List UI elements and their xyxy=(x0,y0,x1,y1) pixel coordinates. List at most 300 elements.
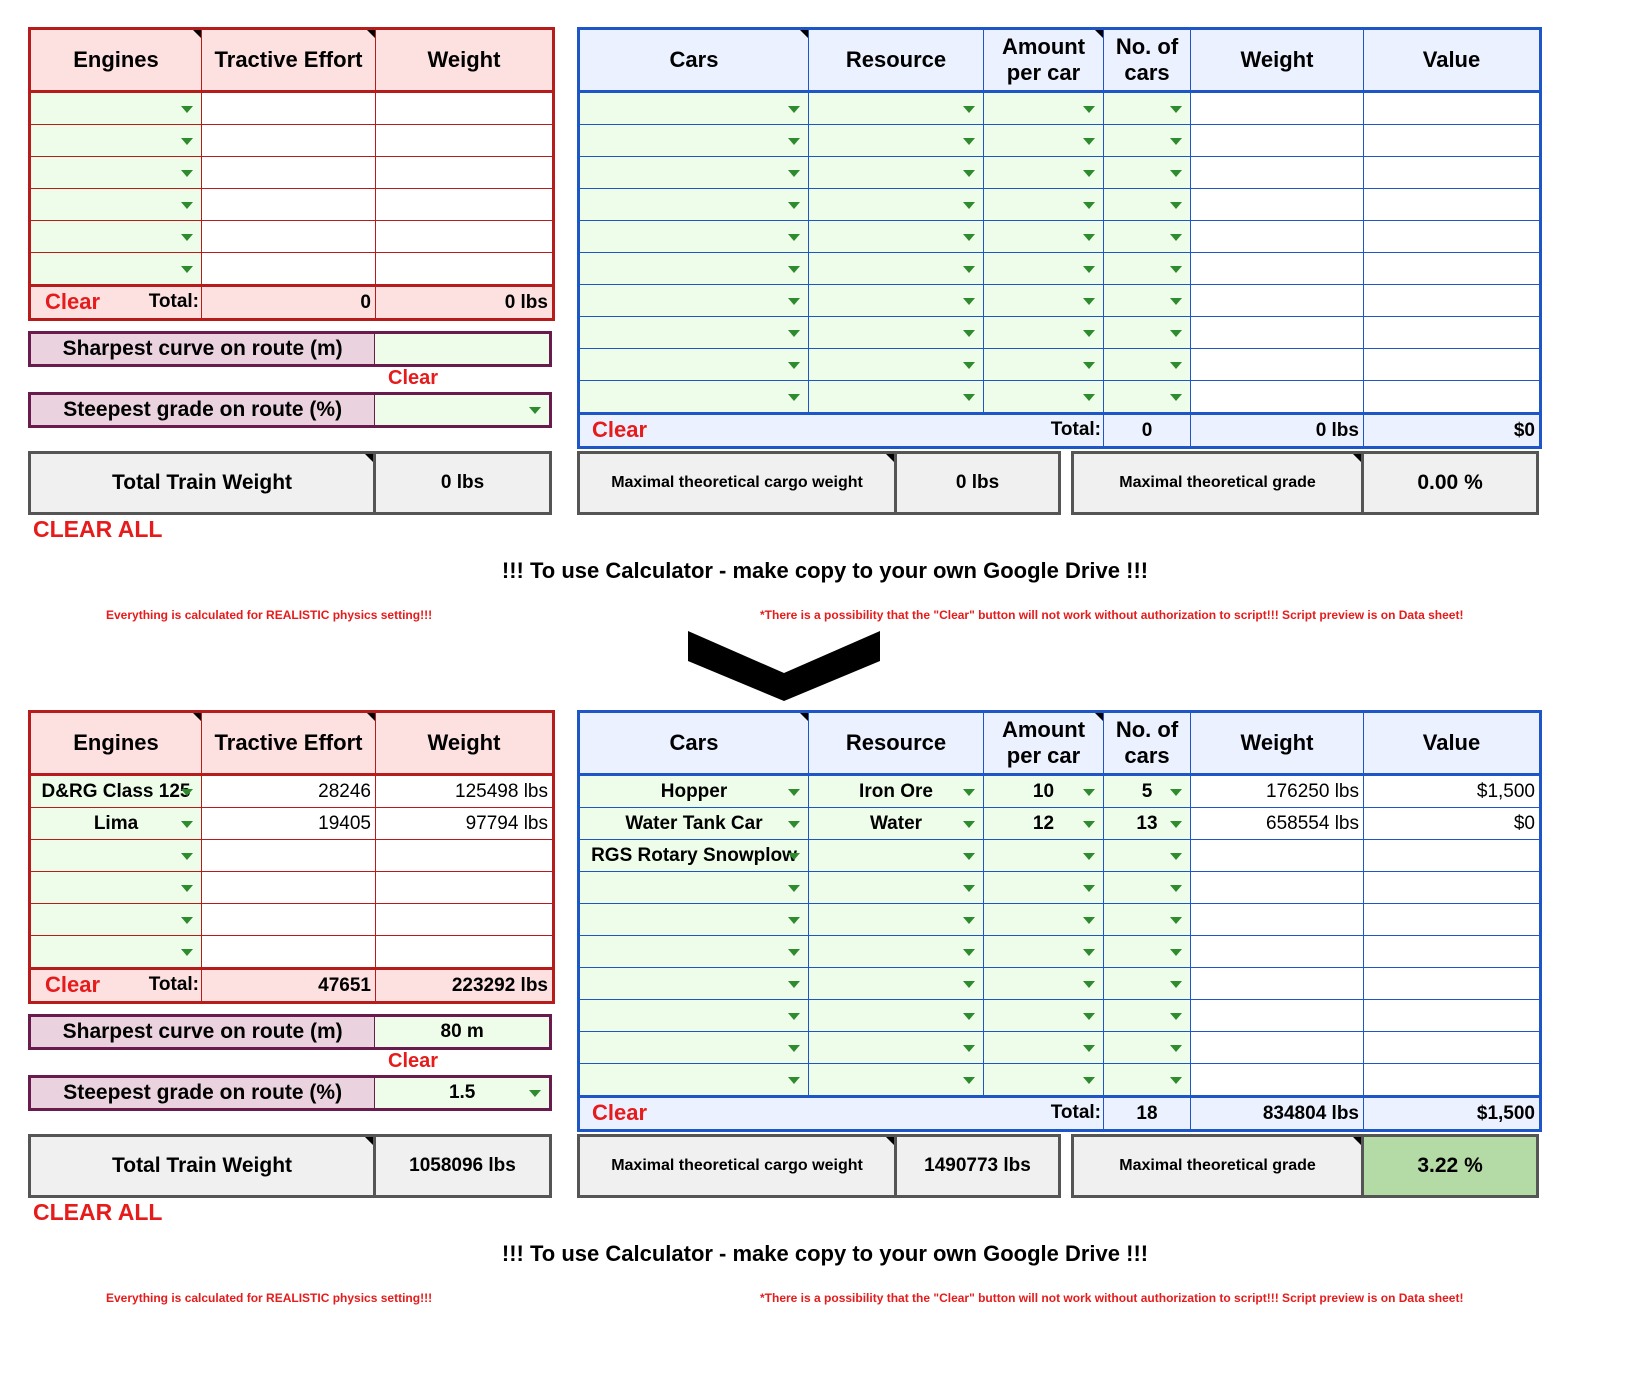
car-weight xyxy=(1191,1032,1364,1064)
engine-select[interactable] xyxy=(30,253,202,286)
chevron-down-icon[interactable] xyxy=(181,789,193,796)
chevron-down-icon[interactable] xyxy=(181,202,193,209)
engine-tractive-effort xyxy=(202,872,376,904)
car-value xyxy=(1364,349,1541,381)
chevron-down-icon[interactable] xyxy=(963,821,975,828)
car-value xyxy=(1364,1032,1541,1064)
chevron-down-icon[interactable] xyxy=(963,202,975,209)
chevron-down-icon[interactable] xyxy=(788,949,800,956)
car-row xyxy=(579,840,1541,872)
chevron-down-icon[interactable] xyxy=(1170,298,1182,305)
resource-select[interactable] xyxy=(809,317,984,349)
resource-select[interactable] xyxy=(809,92,984,125)
resource-select[interactable] xyxy=(809,285,984,317)
chevron-down-icon[interactable] xyxy=(1170,394,1182,401)
car-row xyxy=(579,968,1541,1000)
resource-select[interactable] xyxy=(809,157,984,189)
chevron-down-icon[interactable] xyxy=(963,394,975,401)
engine-select[interactable] xyxy=(30,157,202,189)
car-count-select[interactable] xyxy=(1104,775,1191,808)
max-grade-box xyxy=(1071,451,1539,515)
engine-weight xyxy=(376,157,554,189)
engine-weight xyxy=(376,92,554,125)
steepest-grade-select[interactable] xyxy=(375,1078,549,1108)
amount-select[interactable] xyxy=(984,285,1104,317)
chevron-down-icon[interactable] xyxy=(1083,917,1095,924)
car-weight: 658554 lbs xyxy=(1191,808,1364,840)
amount-select[interactable] xyxy=(984,872,1104,904)
cars-table xyxy=(577,27,1542,449)
amount-select[interactable] xyxy=(984,1000,1104,1032)
chevron-down-icon[interactable] xyxy=(1083,266,1095,273)
car-row xyxy=(579,221,1541,253)
script-authorization-note: *There is a possibility that the "Clear" button will not work without authorization to script!!! Script preview is on Data sheet! xyxy=(760,1291,1464,1305)
engine-row xyxy=(30,125,554,157)
resource-select[interactable] xyxy=(809,840,984,872)
amount-select[interactable] xyxy=(984,775,1104,808)
total-train-weight-value: 0 lbs xyxy=(440,472,485,493)
resource-select[interactable] xyxy=(809,1032,984,1064)
amount-per-car-header: Amount per car xyxy=(984,29,1104,92)
engines-clear-button[interactable]: Clear xyxy=(45,972,101,997)
engine-weight xyxy=(376,904,554,936)
car-select[interactable] xyxy=(579,189,809,221)
chevron-down-icon[interactable] xyxy=(788,170,800,177)
chevron-down-icon[interactable] xyxy=(788,821,800,828)
total-train-weight-box xyxy=(28,1134,552,1198)
car-weight xyxy=(1191,253,1364,285)
amount-select[interactable] xyxy=(984,92,1104,125)
car-count-select[interactable] xyxy=(1104,872,1191,904)
chevron-down-icon[interactable] xyxy=(1170,170,1182,177)
chevron-down-icon[interactable] xyxy=(963,1077,975,1084)
chevron-down-icon[interactable] xyxy=(788,981,800,988)
car-select[interactable] xyxy=(579,968,809,1000)
max-grade-value: 0.00 % xyxy=(1417,471,1483,494)
car-count-select[interactable] xyxy=(1104,317,1191,349)
chevron-down-icon[interactable] xyxy=(788,885,800,892)
chevron-down-icon[interactable] xyxy=(963,949,975,956)
chevron-down-icon[interactable] xyxy=(529,407,541,414)
car-count-select[interactable] xyxy=(1104,840,1191,872)
chevron-down-icon[interactable] xyxy=(1083,362,1095,369)
chevron-down-icon[interactable] xyxy=(1170,106,1182,113)
car-select[interactable] xyxy=(579,775,809,808)
resource-select[interactable] xyxy=(809,1064,984,1097)
amount-select[interactable] xyxy=(984,904,1104,936)
car-select[interactable] xyxy=(579,349,809,381)
car-select[interactable] xyxy=(579,1064,809,1097)
chevron-down-icon[interactable] xyxy=(1083,234,1095,241)
steepest-grade-select[interactable] xyxy=(375,395,549,425)
engine-weight xyxy=(376,936,554,969)
sharpest-curve-label: Sharpest curve on route (m) xyxy=(31,1017,375,1047)
chevron-down-icon[interactable] xyxy=(1170,1013,1182,1020)
chevron-down-icon[interactable] xyxy=(1170,234,1182,241)
total-label: Total: xyxy=(148,974,199,995)
car-weight-header: Weight xyxy=(1191,712,1364,775)
engine-tractive-effort xyxy=(202,221,376,253)
car-weight xyxy=(1191,904,1364,936)
car-select[interactable] xyxy=(579,1032,809,1064)
car-count-select[interactable] xyxy=(1104,968,1191,1000)
car-value xyxy=(1364,840,1541,872)
total-train-weight-value: 1058096 lbs xyxy=(409,1155,516,1176)
chevron-down-icon[interactable] xyxy=(788,394,800,401)
value-header: Value xyxy=(1364,712,1541,775)
resource-select[interactable] xyxy=(809,872,984,904)
chevron-down-icon[interactable] xyxy=(1083,106,1095,113)
realistic-physics-note: Everything is calculated for REALISTIC physics setting!!! xyxy=(106,1291,433,1305)
chevron-down-icon[interactable] xyxy=(963,789,975,796)
car-count-select[interactable] xyxy=(1104,125,1191,157)
route-clear-button[interactable]: Clear xyxy=(388,1050,439,1072)
cars-header: Cars xyxy=(579,712,809,775)
chevron-down-icon[interactable] xyxy=(181,949,193,956)
cars-header: Cars xyxy=(579,29,809,92)
amount-select[interactable] xyxy=(984,157,1104,189)
chevron-down-icon[interactable] xyxy=(181,138,193,145)
car-weight xyxy=(1191,936,1364,968)
max-cargo-weight-label: Maximal theoretical cargo weight xyxy=(580,1137,897,1195)
car-weight xyxy=(1191,349,1364,381)
chevron-down-icon[interactable] xyxy=(788,1077,800,1084)
route-clear-button[interactable]: Clear xyxy=(388,367,439,389)
engine-select[interactable] xyxy=(30,189,202,221)
amount-select[interactable] xyxy=(984,840,1104,872)
engine-row xyxy=(30,189,554,221)
chevron-down-icon[interactable] xyxy=(1170,981,1182,988)
engine-row xyxy=(30,253,554,286)
amount-select[interactable] xyxy=(984,936,1104,968)
engine-weight xyxy=(376,221,554,253)
car-weight xyxy=(1191,381,1364,414)
car-select[interactable] xyxy=(579,285,809,317)
car-select[interactable] xyxy=(579,317,809,349)
total-train-weight-label: Total Train Weight xyxy=(31,1137,376,1195)
clear-all-button[interactable]: CLEAR ALL xyxy=(33,1199,163,1225)
engines-total-row xyxy=(30,286,554,320)
resource-select[interactable] xyxy=(809,775,984,808)
chevron-down-icon[interactable] xyxy=(1170,789,1182,796)
chevron-down-icon[interactable] xyxy=(963,298,975,305)
chevron-down-icon[interactable] xyxy=(181,106,193,113)
chevron-down-icon[interactable] xyxy=(963,330,975,337)
chevron-down-icon[interactable] xyxy=(1170,1077,1182,1084)
chevron-down-icon[interactable] xyxy=(1170,885,1182,892)
resource-select[interactable] xyxy=(809,381,984,414)
chevron-down-icon[interactable] xyxy=(963,138,975,145)
car-select[interactable] xyxy=(579,381,809,414)
car-count-select[interactable] xyxy=(1104,1064,1191,1097)
max-grade-box xyxy=(1071,1134,1539,1198)
chevron-down-icon[interactable] xyxy=(181,170,193,177)
amount-select[interactable] xyxy=(984,125,1104,157)
chevron-down-icon[interactable] xyxy=(1170,949,1182,956)
car-count-select[interactable] xyxy=(1104,285,1191,317)
amount-select[interactable] xyxy=(984,381,1104,414)
car-count-select[interactable] xyxy=(1104,221,1191,253)
cars-total-value: $0 xyxy=(1364,414,1541,448)
chevron-down-icon[interactable] xyxy=(788,234,800,241)
engine-row xyxy=(30,221,554,253)
engines-clear-button[interactable]: Clear xyxy=(45,289,101,314)
max-grade-value: 3.22 % xyxy=(1364,1137,1536,1195)
car-value xyxy=(1364,381,1541,414)
car-select-value: RGS Rotary Snowplow xyxy=(591,844,797,866)
amount-select[interactable] xyxy=(984,349,1104,381)
chevron-down-icon[interactable] xyxy=(1083,885,1095,892)
chevron-down-icon[interactable] xyxy=(788,138,800,145)
cars-total-weight: 834804 lbs xyxy=(1191,1097,1364,1131)
chevron-down-icon[interactable] xyxy=(1170,362,1182,369)
chevron-down-icon[interactable] xyxy=(788,266,800,273)
cars-total-weight: 0 lbs xyxy=(1191,414,1364,448)
chevron-down-icon[interactable] xyxy=(181,266,193,273)
car-weight xyxy=(1191,92,1364,125)
chevron-down-icon[interactable] xyxy=(963,266,975,273)
car-select[interactable] xyxy=(579,936,809,968)
chevron-down-icon[interactable] xyxy=(181,917,193,924)
engine-select[interactable] xyxy=(30,92,202,125)
chevron-down-icon[interactable] xyxy=(1170,266,1182,273)
chevron-down-icon[interactable] xyxy=(1170,138,1182,145)
chevron-down-icon[interactable] xyxy=(963,853,975,860)
engines-total-weight: 0 lbs xyxy=(376,286,554,320)
car-count-select[interactable] xyxy=(1104,1000,1191,1032)
resource-header: Resource xyxy=(809,712,984,775)
amount-select[interactable] xyxy=(984,221,1104,253)
chevron-down-icon[interactable] xyxy=(1170,821,1182,828)
car-value xyxy=(1364,936,1541,968)
engine-row xyxy=(30,775,554,808)
car-count-select[interactable] xyxy=(1104,253,1191,285)
car-row xyxy=(579,189,1541,221)
car-weight xyxy=(1191,125,1364,157)
car-count-select[interactable] xyxy=(1104,157,1191,189)
car-weight xyxy=(1191,221,1364,253)
chevron-down-icon[interactable] xyxy=(1083,1013,1095,1020)
engine-weight: 125498 lbs xyxy=(376,775,554,808)
chevron-down-icon[interactable] xyxy=(529,1090,541,1097)
car-select[interactable] xyxy=(579,808,809,840)
car-count-select[interactable] xyxy=(1104,808,1191,840)
resource-select[interactable] xyxy=(809,253,984,285)
chevron-down-icon[interactable] xyxy=(788,362,800,369)
amount-select[interactable] xyxy=(984,189,1104,221)
car-select[interactable] xyxy=(579,221,809,253)
resource-select-value: Water xyxy=(869,812,923,834)
chevron-down-icon[interactable] xyxy=(788,202,800,209)
car-select[interactable] xyxy=(579,157,809,189)
car-weight xyxy=(1191,872,1364,904)
chevron-down-icon[interactable] xyxy=(788,789,800,796)
car-select[interactable] xyxy=(579,253,809,285)
resource-select[interactable] xyxy=(809,125,984,157)
chevron-down-icon[interactable] xyxy=(1083,202,1095,209)
amount-select[interactable] xyxy=(984,968,1104,1000)
chevron-down-icon[interactable] xyxy=(963,106,975,113)
engine-weight xyxy=(376,189,554,221)
car-select[interactable] xyxy=(579,125,809,157)
amount-select[interactable] xyxy=(984,317,1104,349)
cars-clear-button[interactable]: Clear xyxy=(592,1100,648,1125)
resource-select[interactable] xyxy=(809,904,984,936)
chevron-down-icon[interactable] xyxy=(788,917,800,924)
car-value xyxy=(1364,253,1541,285)
car-weight xyxy=(1191,840,1364,872)
car-row xyxy=(579,936,1541,968)
chevron-down-icon[interactable] xyxy=(788,330,800,337)
copy-banner: !!! To use Calculator - make copy to your own Google Drive !!! xyxy=(501,558,1149,583)
car-row xyxy=(579,872,1541,904)
resource-select[interactable] xyxy=(809,349,984,381)
car-row xyxy=(579,381,1541,414)
resource-select[interactable] xyxy=(809,968,984,1000)
engine-row xyxy=(30,840,554,872)
chevron-down-icon[interactable] xyxy=(1170,202,1182,209)
engine-tractive-effort: 19405 xyxy=(202,808,376,840)
no-of-cars-header: No. of cars xyxy=(1104,712,1191,775)
engines-table xyxy=(28,27,555,321)
chevron-down-icon[interactable] xyxy=(788,298,800,305)
car-count-select[interactable] xyxy=(1104,936,1191,968)
chevron-down-icon[interactable] xyxy=(1083,853,1095,860)
engine-select[interactable] xyxy=(30,872,202,904)
max-cargo-weight-box xyxy=(577,1134,1061,1198)
car-count-select[interactable] xyxy=(1104,92,1191,125)
car-weight xyxy=(1191,189,1364,221)
engine-select[interactable] xyxy=(30,775,202,808)
chevron-down-icon[interactable] xyxy=(181,853,193,860)
resource-select[interactable] xyxy=(809,189,984,221)
resource-select[interactable] xyxy=(809,808,984,840)
chevron-down-icon[interactable] xyxy=(181,821,193,828)
chevron-down-icon[interactable] xyxy=(963,234,975,241)
chevron-down-icon[interactable] xyxy=(963,170,975,177)
chevron-down-icon[interactable] xyxy=(1083,821,1095,828)
chevron-down-icon[interactable] xyxy=(963,917,975,924)
car-count-select[interactable] xyxy=(1104,381,1191,414)
engine-select[interactable] xyxy=(30,808,202,840)
engine-select[interactable] xyxy=(30,936,202,969)
resource-select[interactable] xyxy=(809,936,984,968)
car-select-value: Hopper xyxy=(660,780,728,802)
engine-tractive-effort: 28246 xyxy=(202,775,376,808)
engine-row xyxy=(30,904,554,936)
car-weight xyxy=(1191,157,1364,189)
total-label: Total: xyxy=(1050,419,1101,440)
car-select[interactable] xyxy=(579,1000,809,1032)
cars-table xyxy=(577,710,1542,1132)
chevron-down-icon[interactable] xyxy=(963,1013,975,1020)
car-row xyxy=(579,904,1541,936)
engine-select[interactable] xyxy=(30,221,202,253)
max-cargo-weight-value: 1490773 lbs xyxy=(924,1155,1031,1176)
chevron-down-icon[interactable] xyxy=(1083,394,1095,401)
chevron-down-icon[interactable] xyxy=(1083,330,1095,337)
chevron-down-icon[interactable] xyxy=(181,234,193,241)
chevron-down-icon[interactable] xyxy=(963,885,975,892)
chevron-down-icon[interactable] xyxy=(963,1045,975,1052)
car-value xyxy=(1364,92,1541,125)
car-count-select[interactable] xyxy=(1104,1032,1191,1064)
chevron-down-icon[interactable] xyxy=(1083,789,1095,796)
car-select[interactable] xyxy=(579,904,809,936)
chevron-down-icon[interactable] xyxy=(1083,170,1095,177)
amount-select[interactable] xyxy=(984,808,1104,840)
engine-select[interactable] xyxy=(30,125,202,157)
engine-select[interactable] xyxy=(30,904,202,936)
sharpest-curve-row xyxy=(28,1014,552,1050)
car-value xyxy=(1364,157,1541,189)
car-count-select[interactable] xyxy=(1104,349,1191,381)
clear-all-button[interactable]: CLEAR ALL xyxy=(33,516,163,542)
engine-tractive-effort xyxy=(202,840,376,872)
engine-weight xyxy=(376,125,554,157)
engine-select[interactable] xyxy=(30,840,202,872)
chevron-down-icon[interactable] xyxy=(963,981,975,988)
car-weight xyxy=(1191,285,1364,317)
chevron-down-icon[interactable] xyxy=(963,362,975,369)
chevron-down-icon[interactable] xyxy=(1083,138,1095,145)
cars-total-value: $1,500 xyxy=(1364,1097,1541,1131)
chevron-down-icon[interactable] xyxy=(1083,981,1095,988)
amount-select[interactable] xyxy=(984,1064,1104,1097)
chevron-down-icon[interactable] xyxy=(1170,917,1182,924)
max-grade-label: Maximal theoretical grade xyxy=(1074,454,1364,512)
car-select[interactable] xyxy=(579,872,809,904)
engine-tractive-effort xyxy=(202,904,376,936)
chevron-down-icon[interactable] xyxy=(1083,1045,1095,1052)
resource-select[interactable] xyxy=(809,1000,984,1032)
car-value xyxy=(1364,221,1541,253)
car-value xyxy=(1364,317,1541,349)
sharpest-curve-input[interactable] xyxy=(375,334,549,364)
chevron-down-icon[interactable] xyxy=(1170,1045,1182,1052)
steepest-grade-row xyxy=(28,1075,552,1111)
sharpest-curve-input[interactable]: 80 m xyxy=(375,1017,549,1047)
chevron-down-icon[interactable] xyxy=(788,853,800,860)
chevron-down-icon[interactable] xyxy=(788,1045,800,1052)
sharpest-curve-label: Sharpest curve on route (m) xyxy=(31,334,375,364)
chevron-down-icon[interactable] xyxy=(181,885,193,892)
total-train-weight-label: Total Train Weight xyxy=(31,454,376,512)
car-select[interactable] xyxy=(579,840,809,872)
amount-select[interactable] xyxy=(984,1032,1104,1064)
chevron-down-icon[interactable] xyxy=(1083,298,1095,305)
car-value xyxy=(1364,968,1541,1000)
chevron-down-icon[interactable] xyxy=(1083,1077,1095,1084)
car-weight xyxy=(1191,1000,1364,1032)
resource-select[interactable] xyxy=(809,221,984,253)
chevron-down-icon[interactable] xyxy=(788,106,800,113)
car-row xyxy=(579,1032,1541,1064)
chevron-down-icon[interactable] xyxy=(1170,330,1182,337)
chevron-down-icon[interactable] xyxy=(1083,949,1095,956)
steepest-grade-label: Steepest grade on route (%) xyxy=(31,1078,375,1108)
engine-tractive-effort xyxy=(202,125,376,157)
chevron-down-icon[interactable] xyxy=(788,1013,800,1020)
car-value: $0 xyxy=(1364,808,1541,840)
amount-select[interactable] xyxy=(984,253,1104,285)
car-count-select[interactable] xyxy=(1104,189,1191,221)
cars-clear-button[interactable]: Clear xyxy=(592,417,648,442)
car-select[interactable] xyxy=(579,92,809,125)
car-count-select[interactable] xyxy=(1104,904,1191,936)
realistic-physics-note: Everything is calculated for REALISTIC physics setting!!! xyxy=(106,608,433,622)
chevron-down-icon[interactable] xyxy=(1170,853,1182,860)
